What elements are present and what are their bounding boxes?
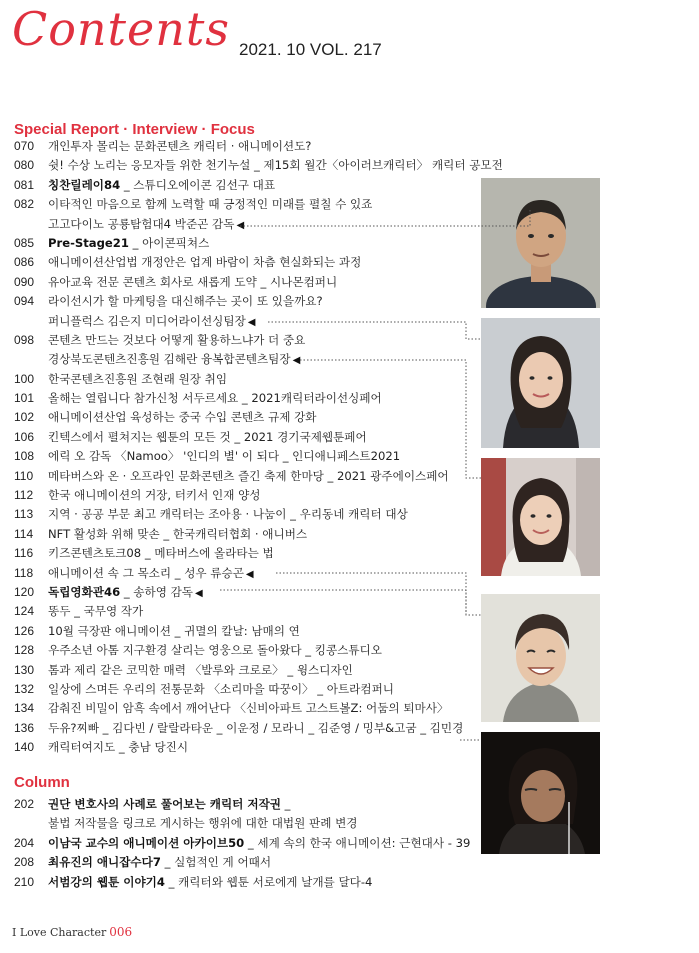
toc-entry[interactable]: [14, 486, 484, 505]
toc-page-number: 208: [14, 855, 35, 870]
toc-series-name: 이남국 교수의 애니메이션 아카이브50: [48, 835, 245, 850]
toc-entry-title: [48, 370, 227, 389]
toc-page-number: 090: [14, 274, 35, 289]
toc-series-name: Pre-Stage21: [48, 235, 129, 250]
toc-entry-title: [48, 795, 290, 814]
toc-page-number: 118: [14, 565, 34, 580]
toc-entry-title: [48, 137, 311, 156]
toc-entry-title: [48, 641, 382, 660]
toc-entry[interactable]: [14, 350, 484, 369]
toc-entry-title: [48, 525, 307, 544]
toc-entry-title: [48, 467, 449, 486]
toc-page-number: 100: [14, 371, 35, 386]
pointer-arrow-icon: ◀: [195, 587, 203, 599]
toc-page-number: 130: [14, 662, 35, 677]
toc-entry[interactable]: [14, 156, 503, 175]
film-director-portrait: [481, 732, 600, 854]
toc-entry-text: _: [280, 797, 291, 811]
toc-entry-text: 유아교육 전문 콘텐츠 회사로 새롭게 도약 _ 시나몬컴퍼니: [48, 274, 338, 289]
issue-label: 2021. 10 VOL. 217: [239, 40, 382, 59]
toc-page-number: 080: [14, 158, 35, 173]
toc-entry-text: 똥두 _ 국무영 작가: [48, 604, 144, 619]
toc-entry[interactable]: [14, 814, 484, 833]
toc-entry[interactable]: [14, 137, 484, 156]
toc-entry[interactable]: [14, 525, 484, 544]
toc-entry-title: [48, 602, 143, 621]
toc-entry-title: [48, 680, 394, 699]
toc-entry-title: [48, 156, 503, 175]
pointer-arrow-icon: ◀: [292, 355, 301, 367]
toc-entry-title: [48, 312, 255, 332]
toc-page-number: 081: [14, 177, 35, 192]
toc-series-name: 독립영화관46: [48, 584, 121, 599]
toc-entry[interactable]: [14, 273, 484, 292]
toc-entry-title: [48, 408, 317, 427]
toc-page-number: 094: [14, 294, 35, 309]
toc-entry-text: 쉿! 수상 노리는 응모자들 위한 천기누설 _ 제15회 월간〈아이러브캐릭터〉 캐릭터 공모전: [48, 158, 503, 173]
director-portrait: [481, 178, 600, 308]
toc-page-number: 132: [14, 681, 35, 696]
toc-entry-text: 한국콘텐츠진흥원 조현래 원장 취임: [48, 371, 228, 386]
page-footer: [12, 925, 132, 939]
toc-entry[interactable]: [14, 215, 484, 234]
toc-entry-text: 두유?찌빠 _ 김다빈 / 랄랄라타운 _ 이운정 / 모라니 _ 김준영 / 밍부&고굼 _ 김민경: [48, 720, 464, 735]
toc-entry[interactable]: [14, 408, 484, 427]
toc-page-number: 101: [14, 391, 35, 406]
toc-entry[interactable]: [14, 253, 484, 272]
voice-actor-portrait: [481, 594, 600, 722]
toc-entry-title: [48, 350, 300, 370]
toc-entry-title: [48, 505, 408, 524]
toc-entry-text: _ 실험적인 게 어때서: [160, 855, 272, 870]
toc-entry-text: 애니메이션산업법 개정안은 업계 바람이 차츰 현실화되는 과정: [48, 255, 362, 270]
toc-page-number: 204: [14, 835, 35, 850]
toc-entry-title: [48, 428, 367, 447]
toc-entry-text: _ 송하영 감독: [120, 584, 193, 599]
contents-list: [14, 137, 503, 758]
toc-entry-text: 퍼니플럭스 김은지 미디어라이선싱팀장: [48, 313, 246, 328]
toc-entry-title: [48, 253, 361, 272]
toc-entry-title: [48, 719, 463, 738]
toc-entry-text: 톰과 제리 같은 코믹한 매력 〈발루와 크로로〉 _ 윙스디자인: [48, 662, 353, 677]
toc-entry-text: _ 캐릭터와 웹툰 서로에게 날개를 달다-4: [164, 874, 373, 889]
column-list: [14, 795, 484, 892]
toc-page-number: 136: [14, 720, 35, 735]
toc-entry-text: 우주소년 아톰 지구환경 살리는 영웅으로 돌아왔다 _ 킹콩스튜디오: [48, 643, 382, 658]
toc-entry-title: [48, 834, 470, 853]
toc-entry[interactable]: [14, 389, 484, 408]
toc-entry-text: 불법 저작물을 링크로 게시하는 행위에 대한 대법원 판례 변경: [48, 816, 358, 831]
toc-entry-text: 라이선시가 할 마케팅을 대신해주는 곳이 또 있을까요?: [48, 294, 323, 309]
toc-entry-text: NFT 활성화 위해 맞손 _ 한국캐릭터협회 · 애니버스: [48, 526, 308, 541]
toc-entry-title: [48, 215, 244, 235]
toc-entry[interactable]: [14, 719, 484, 738]
toc-entry[interactable]: [14, 564, 484, 583]
toc-entry[interactable]: [14, 699, 484, 718]
toc-page-number: 124: [14, 604, 35, 619]
toc-page-number: 102: [14, 410, 35, 425]
pointer-arrow-icon: ◀: [236, 219, 245, 231]
toc-entry-text: _ 스튜디오에이콘 김선구 대표: [120, 177, 276, 192]
page-number: 006: [109, 925, 133, 939]
toc-entry[interactable]: [14, 467, 484, 486]
toc-entry[interactable]: [14, 738, 484, 757]
toc-entry[interactable]: [14, 544, 484, 563]
toc-page-number: 126: [14, 623, 35, 638]
toc-entry-text: 경상북도콘텐츠진흥원 김해란 융복합콘텐츠팀장: [48, 352, 291, 367]
toc-entry[interactable]: [14, 447, 484, 466]
toc-entry-text: 고고다이노 공룡탐험대4 박준곤 감독: [48, 216, 235, 231]
toc-entry-title: [48, 564, 254, 584]
toc-entry[interactable]: [14, 641, 484, 660]
toc-entry-text: 킨텍스에서 펼쳐지는 웹툰의 모든 것 _ 2021 경기국제웹툰페어: [48, 429, 367, 444]
toc-page-number: 114: [14, 526, 34, 541]
magazine-name: I Love Character: [12, 926, 107, 939]
toc-page-number: 070: [14, 139, 35, 153]
toc-page-number: 134: [14, 701, 35, 716]
toc-entry-title: [48, 195, 372, 214]
toc-page-number: 085: [14, 235, 35, 250]
toc-entry-text: 지역 · 공공 부문 최고 캐릭터는 조아용 · 나눔이 _ 우리동네 캐릭터 대상: [48, 507, 408, 522]
toc-entry[interactable]: [14, 292, 484, 311]
toc-entry-title: [48, 583, 203, 603]
toc-entry-text: 애니메이션 속 그 목소리 _ 성우 류승곤: [48, 565, 244, 580]
manager-portrait: [481, 318, 600, 448]
toc-entry-title: [48, 292, 323, 311]
toc-entry-title: [48, 873, 372, 892]
toc-entry-title: [48, 622, 300, 641]
toc-entry-text: 일상에 스며든 우리의 전통문화 〈소리마을 따꿍이〉 _ 아트라컴퍼니: [48, 681, 394, 696]
toc-entry-text: 캐릭터여지도 _ 충남 당진시: [48, 740, 189, 755]
toc-entry-text: 키즈콘텐츠토크08 _ 메타버스에 올라타는 법: [48, 546, 274, 561]
toc-entry[interactable]: [14, 331, 484, 350]
toc-page-number: 108: [14, 449, 35, 464]
toc-entry-title: [48, 544, 274, 563]
page-title: Contents: [12, 2, 230, 56]
toc-entry[interactable]: [14, 370, 484, 389]
section-heading-column: Column: [14, 774, 70, 791]
toc-page-number: 140: [14, 740, 35, 755]
toc-entry-text: 감춰진 비밀이 암흑 속에서 깨어난다 〈신비아파트 고스트볼Z: 어둠의 퇴마사〉: [48, 701, 449, 716]
toc-entry[interactable]: [14, 853, 484, 872]
toc-page-number: 098: [14, 332, 35, 347]
toc-entry[interactable]: [14, 873, 484, 892]
toc-entry-text: 메타버스와 온 · 오프라인 문화콘텐츠 즐긴 축제 한마당 _ 2021 광주에이스페어: [48, 468, 449, 483]
toc-page-number: 110: [14, 468, 34, 483]
toc-page-number: 113: [14, 507, 34, 522]
toc-entry-title: [48, 273, 337, 292]
toc-entry-title: [48, 661, 353, 680]
toc-series-name: 서범강의 웹툰 이야기4: [48, 874, 165, 889]
toc-entry-text: _ 세계 속의 한국 애니메이션: 근현대사 - 39: [244, 835, 471, 850]
pointer-arrow-icon: ◀: [245, 568, 254, 580]
toc-entry[interactable]: [14, 312, 484, 331]
toc-entry[interactable]: [14, 195, 484, 214]
toc-entry-text: 애니메이션산업 육성하는 중국 수입 콘텐츠 규제 강화: [48, 410, 317, 425]
toc-series-name: 칭찬릴레이84: [48, 177, 121, 192]
toc-entry-title: [48, 234, 209, 253]
toc-entry[interactable]: [14, 583, 484, 602]
toc-entry-text: _ 아이콘픽쳐스: [128, 235, 210, 250]
toc-entry-text: 10월 극장판 애니메이션 _ 귀멸의 칼날: 남매의 연: [48, 623, 300, 638]
toc-entry[interactable]: [14, 505, 484, 524]
pointer-arrow-icon: ◀: [247, 316, 256, 328]
toc-entry-title: [48, 738, 188, 757]
toc-entry-title: [48, 447, 400, 466]
toc-page-number: 116: [14, 546, 34, 561]
toc-series-name: 권단 변호사의 사례로 풀어보는 캐릭터 저작권: [48, 797, 281, 811]
toc-page-number: 120: [14, 584, 35, 599]
toc-entry[interactable]: [14, 795, 484, 814]
toc-entry[interactable]: [14, 176, 484, 195]
toc-entry-text: 이타적인 마음으로 함께 노력할 때 긍정적인 미래를 펼칠 수 있죠: [48, 197, 373, 212]
toc-page-number: 202: [14, 797, 35, 811]
toc-page-number: 106: [14, 429, 35, 444]
toc-entry-text: 개인투자 몰리는 문화콘텐츠 캐릭터 · 애니메이션도?: [48, 139, 312, 153]
toc-entry-title: [48, 853, 271, 872]
toc-page-number: 082: [14, 197, 35, 212]
toc-page-number: 086: [14, 255, 35, 270]
toc-entry-title: [48, 389, 382, 408]
toc-page-number: 128: [14, 643, 35, 658]
toc-entry[interactable]: [14, 234, 484, 253]
toc-entry-title: [48, 699, 449, 718]
toc-series-name: 최유진의 애니잡수다7: [48, 855, 161, 870]
toc-entry[interactable]: [14, 661, 484, 680]
team-lead-portrait: [481, 458, 600, 576]
toc-entry-text: 한국 애니메이션의 거장, 터키서 인재 양성: [48, 488, 261, 503]
toc-entry-text: 에릭 오 감독 〈Namoo〉 '인디의 별' 이 되다 _ 인디애니페스트2021: [48, 449, 401, 464]
toc-entry[interactable]: [14, 680, 484, 699]
toc-entry-text: 올해는 열립니다 참가신청 서두르세요 _ 2021캐릭터라이선싱페어: [48, 391, 382, 406]
toc-entry-title: [48, 331, 305, 350]
toc-entry-title: [48, 486, 261, 505]
toc-entry-title: [48, 814, 357, 833]
toc-entry-text: 콘텐츠 만드는 것보다 어떻게 활용하느냐가 더 중요: [48, 332, 306, 347]
toc-entry[interactable]: [14, 428, 484, 447]
toc-entry-title: [48, 176, 275, 195]
toc-page-number: 112: [14, 488, 34, 503]
toc-entry[interactable]: [14, 602, 484, 621]
toc-entry[interactable]: [14, 622, 484, 641]
section-heading-special: Special Report · Interview · Focus: [14, 121, 255, 138]
toc-entry[interactable]: [14, 834, 484, 853]
toc-page-number: 210: [14, 874, 35, 889]
